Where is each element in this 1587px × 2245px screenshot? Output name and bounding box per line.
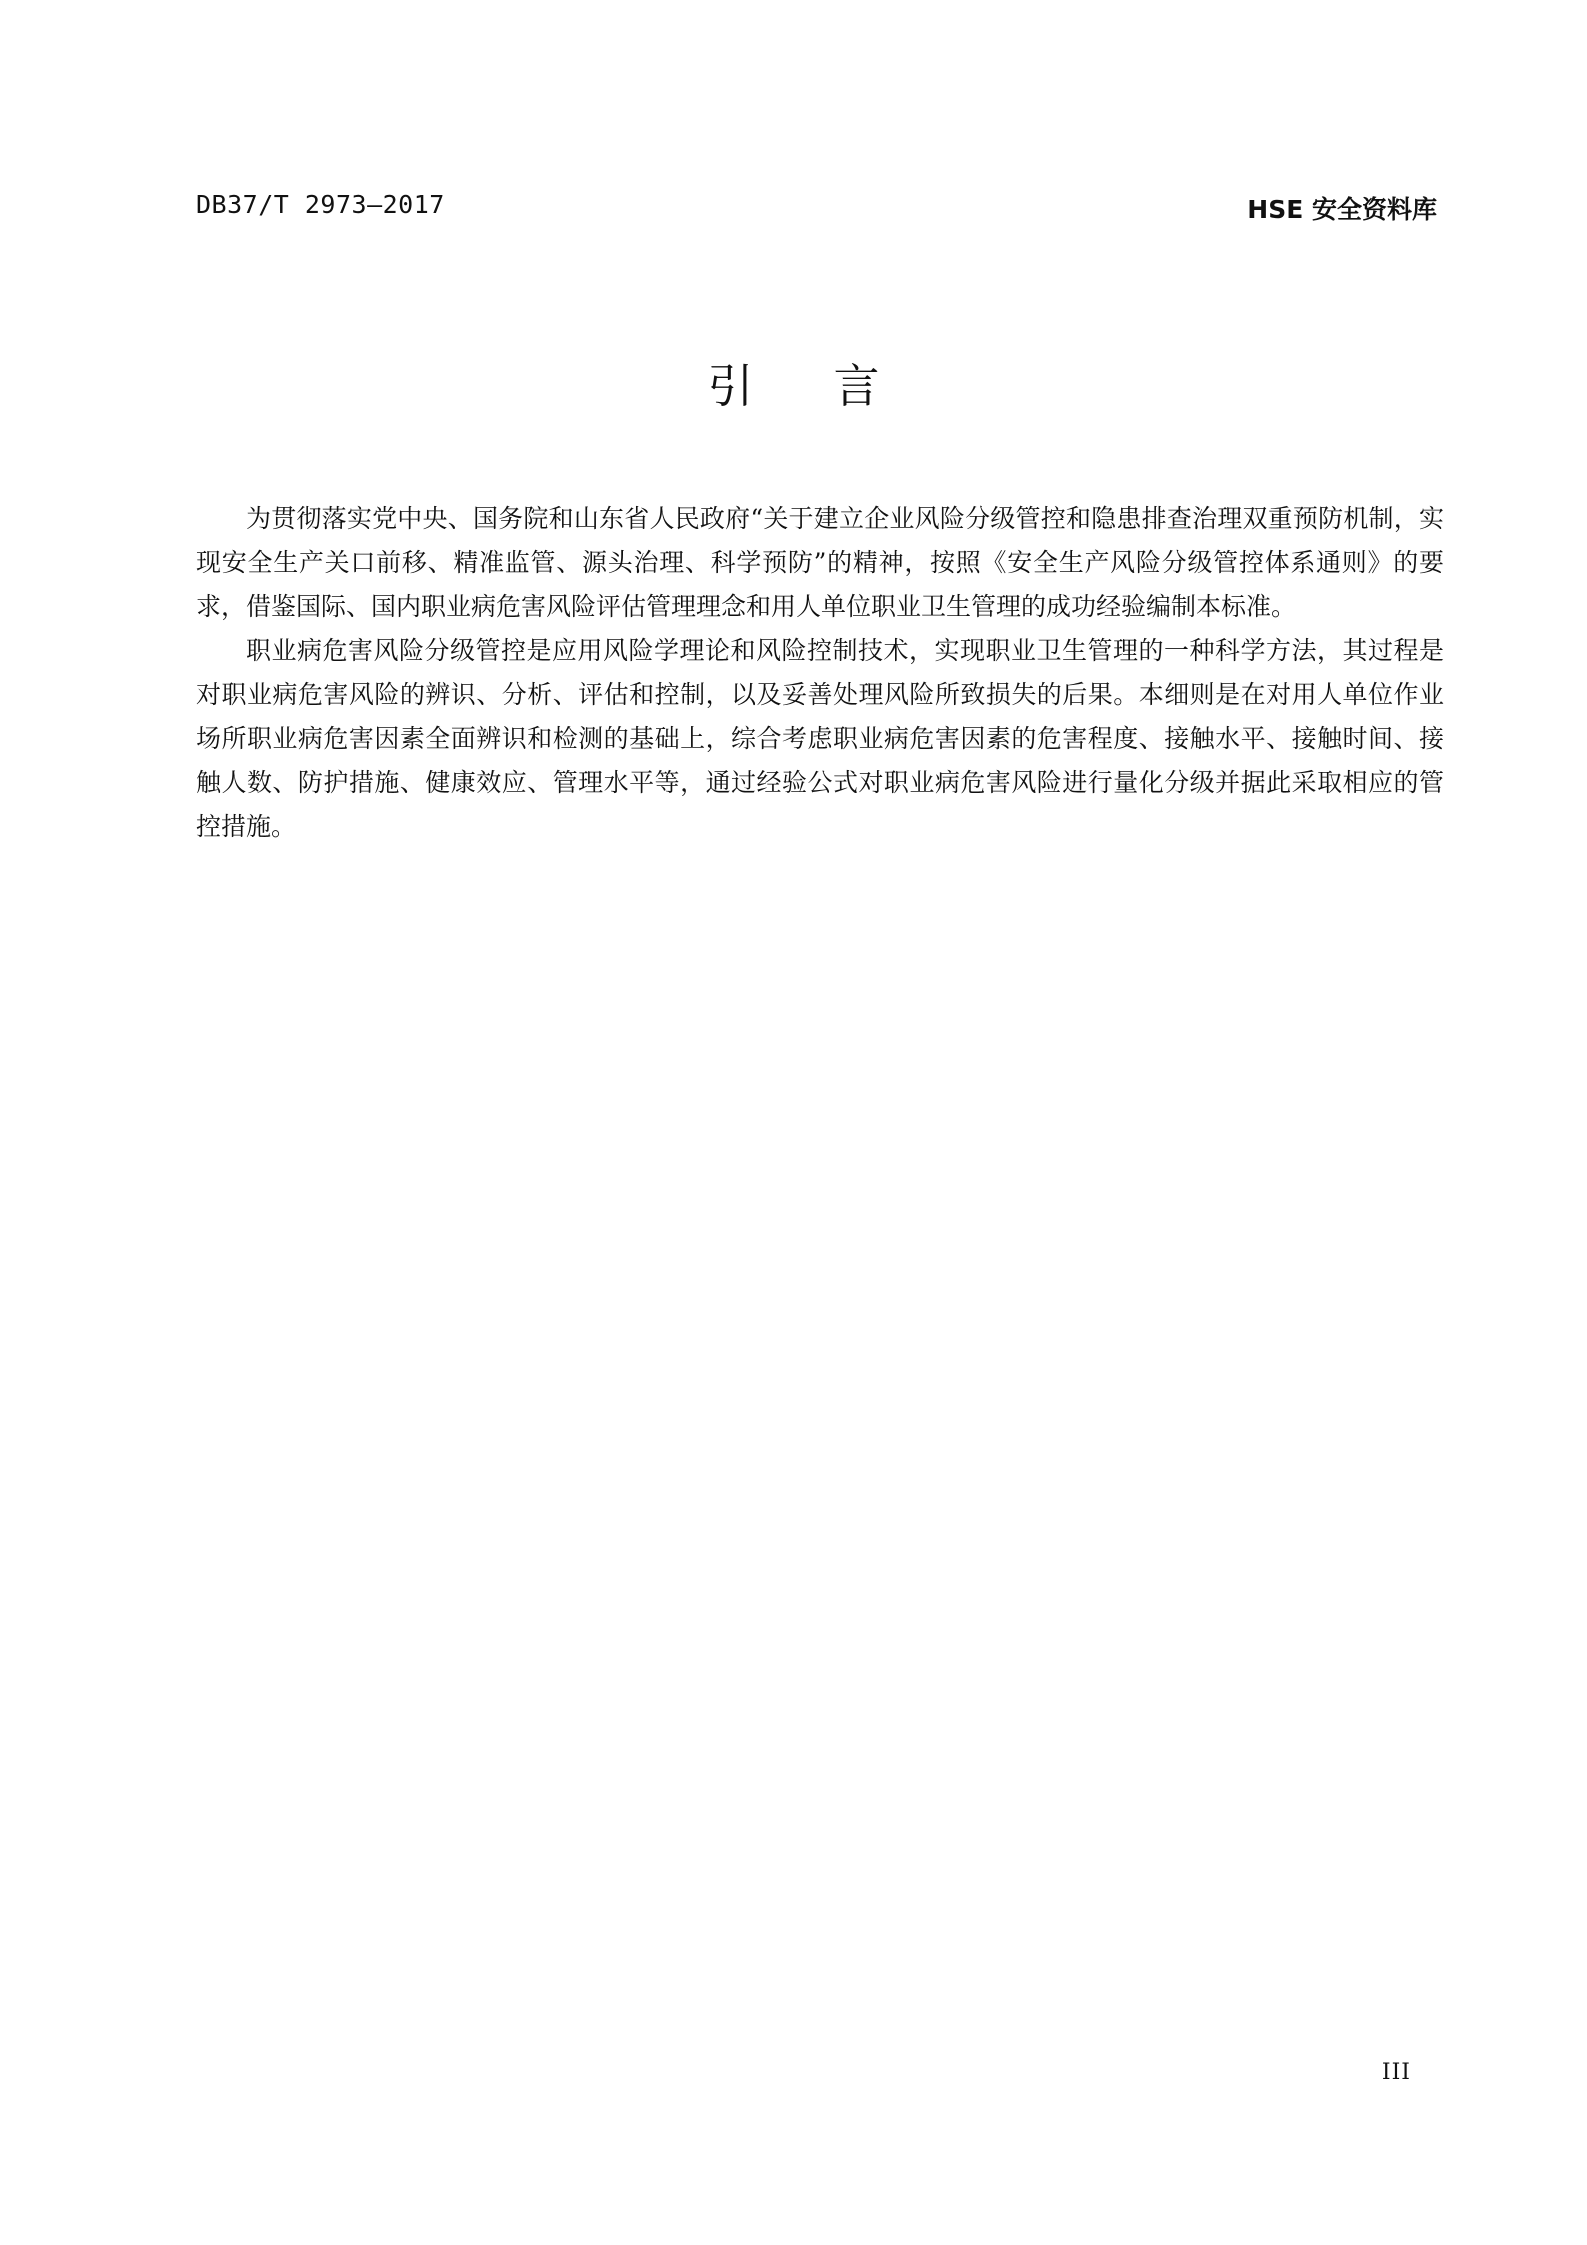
- standard-code: DB37/T 2973—2017: [196, 190, 445, 219]
- page-title: 引言: [707, 359, 960, 413]
- paragraph-1: 为贯彻落实党中央、国务院和山东省人民政府“关于建立企业风险分级管控和隐患排查治理双重预防机制，实现安全生产关口前移、精准监管、源头治理、科学预防”的精神，按照《安全生产风险分级管控体系通则》的要求，借鉴国际、国内职业病危害风险评估管理理念和用人单位职业卫生管理的成功经验编制本标准。: [196, 504, 1444, 621]
- body-text: [196, 497, 1444, 849]
- header-label: HSE 安全资料库: [1247, 195, 1437, 224]
- paragraph-2: 职业病危害风险分级管控是应用风险学理论和风险控制技术，实现职业卫生管理的一种科学方法，其过程是对职业病危害风险的辨识、分析、评估和控制，以及妥善处理风险所致损失的后果。本细则是在对用人单位作业场所职业病危害因素全面辨识和检测的基础上，综合考虑职业病危害因素的危害程度、接触水平、接触时间、接触人数、防护措施、健康效应、管理水平等，通过经验公式对职业病危害风险进行量化分级并据此采取相应的管控措施。: [196, 636, 1444, 841]
- page-number: III: [1381, 2060, 1411, 2085]
